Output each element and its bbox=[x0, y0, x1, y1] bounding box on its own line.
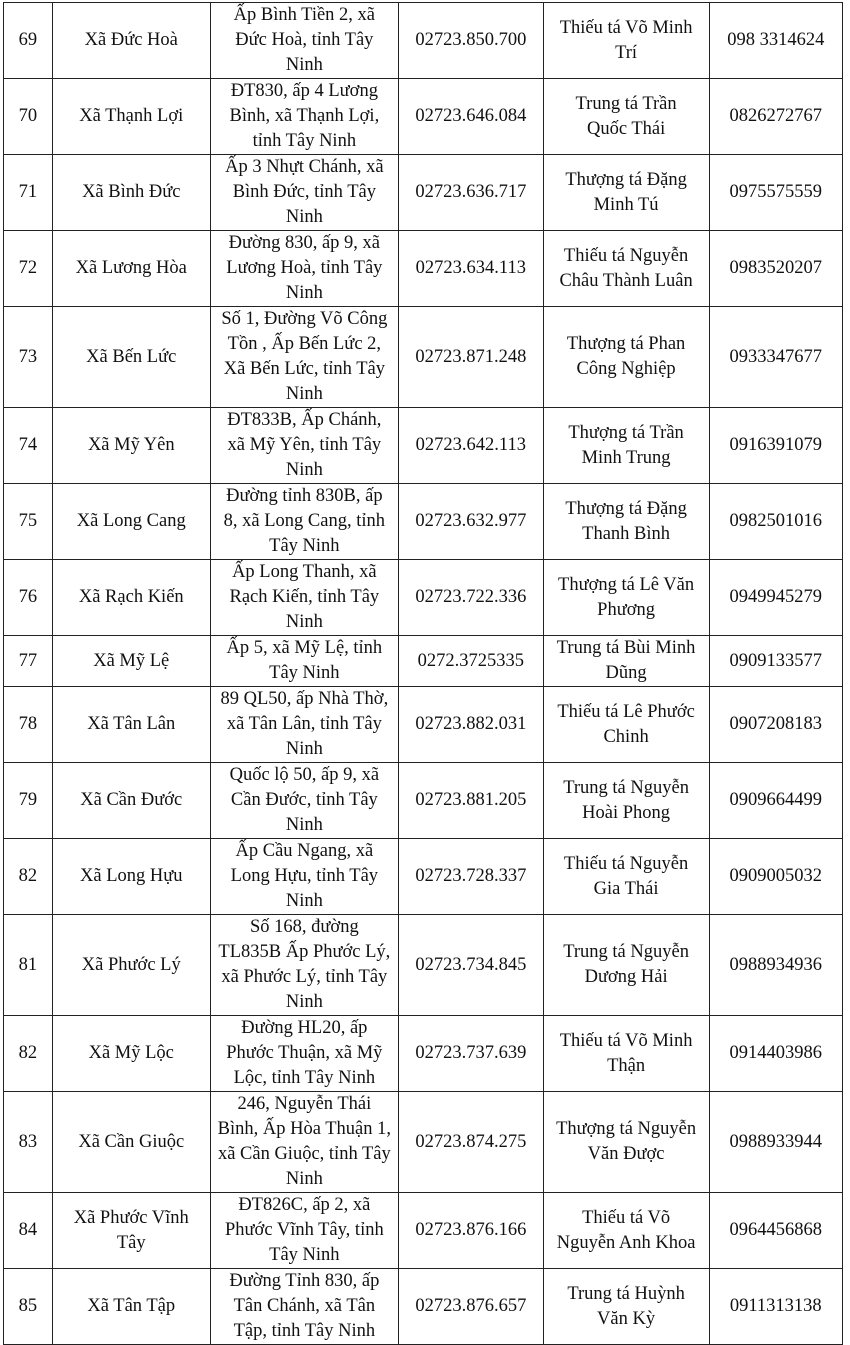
address-line: Ninh bbox=[285, 1169, 323, 1189]
commune-name-line: Xã Mỹ Lộc bbox=[88, 1043, 174, 1063]
address-line: 8, xã Long Cang, tỉnh bbox=[223, 511, 386, 531]
address-cell bbox=[210, 1269, 398, 1345]
address-line: Tây Ninh bbox=[269, 536, 340, 556]
officer-name-line: Quốc Thái bbox=[586, 118, 666, 139]
address-line: Cần Đước, tỉnh Tây bbox=[230, 790, 378, 810]
address-line: Ấp Bình Tiền 2, xã bbox=[233, 5, 376, 25]
officer-name-line: Phương bbox=[597, 599, 656, 620]
address-line: Phước Vĩnh Tây, tỉnh bbox=[224, 1220, 384, 1240]
officer-name-cell bbox=[543, 1193, 709, 1269]
row-number-cell: 69 bbox=[4, 3, 53, 79]
address-line: Đức Hoà, tỉnh Tây bbox=[235, 30, 374, 50]
officer-name-cell bbox=[543, 839, 709, 915]
mobile-phone-cell: 098 3314624 bbox=[709, 3, 842, 79]
row-number-cell: 77 bbox=[4, 636, 53, 687]
address-line: Ấp Cầu Ngang, xã bbox=[235, 841, 374, 861]
address-cell bbox=[210, 560, 398, 636]
address-line: Đường Tỉnh 830, ấp bbox=[229, 1271, 380, 1291]
officer-name-cell bbox=[543, 1016, 709, 1092]
mobile-phone-cell: 0964456868 bbox=[709, 1193, 842, 1269]
address-cell bbox=[210, 1016, 398, 1092]
officer-name-cell bbox=[543, 231, 709, 307]
landline-phone-cell: 02723.876.166 bbox=[399, 1193, 544, 1269]
table-row bbox=[4, 763, 843, 839]
landline-phone-cell: 02723.737.639 bbox=[399, 1016, 544, 1092]
officer-name-cell bbox=[543, 79, 709, 155]
address-line: Ninh bbox=[285, 891, 323, 911]
address-line: ĐT830, ấp 4 Lương bbox=[230, 81, 378, 101]
officer-name-line: Thiếu tá Nguyễn bbox=[563, 853, 689, 874]
address-cell bbox=[210, 1092, 398, 1193]
officer-name-line: Trung tá Trần bbox=[575, 93, 677, 114]
row-number-cell: 71 bbox=[4, 155, 53, 231]
mobile-phone-cell: 0909664499 bbox=[709, 763, 842, 839]
landline-phone-cell: 02723.634.113 bbox=[399, 231, 544, 307]
commune-name-line: Xã Thạnh Lợi bbox=[79, 106, 184, 126]
commune-name-line: Xã Đức Hoà bbox=[84, 30, 178, 50]
address-line: xã Tân Lân, tỉnh Tây bbox=[226, 714, 382, 734]
row-number-cell: 79 bbox=[4, 763, 53, 839]
address-line: Tây Ninh bbox=[269, 663, 340, 683]
address-line: Ninh bbox=[285, 739, 323, 759]
table-row bbox=[4, 687, 843, 763]
officer-name-line: Nguyễn Anh Khoa bbox=[556, 1232, 696, 1253]
mobile-phone-cell: 0907208183 bbox=[709, 687, 842, 763]
commune-name-line: Xã Bến Lức bbox=[86, 346, 177, 367]
table-row bbox=[4, 1016, 843, 1092]
commune-name-line: Xã Mỹ Yên bbox=[87, 435, 175, 455]
table-row bbox=[4, 231, 843, 307]
address-cell bbox=[210, 231, 398, 307]
mobile-phone-cell: 0988933944 bbox=[709, 1092, 842, 1193]
officer-name-line: Chinh bbox=[603, 726, 649, 747]
address-line: Ninh bbox=[285, 384, 323, 404]
officer-name-cell bbox=[543, 1092, 709, 1193]
commune-name-cell bbox=[52, 763, 210, 839]
address-cell bbox=[210, 79, 398, 155]
row-number-cell: 83 bbox=[4, 1092, 53, 1193]
commune-name-cell bbox=[52, 1016, 210, 1092]
table-row bbox=[4, 484, 843, 560]
row-number-cell: 70 bbox=[4, 79, 53, 155]
officer-name-line: Thiếu tá Lê Phước bbox=[557, 701, 695, 722]
officer-name-cell bbox=[543, 763, 709, 839]
address-line: Đường HL20, ấp bbox=[241, 1018, 368, 1038]
mobile-phone-cell: 0988934936 bbox=[709, 915, 842, 1016]
officer-name-line: Thượng tá Phan bbox=[566, 334, 686, 354]
table-row bbox=[4, 839, 843, 915]
officer-name-line: Thượng tá Đặng bbox=[565, 169, 687, 190]
officer-name-cell bbox=[543, 687, 709, 763]
address-line: Bình, xã Thạnh Lợi, bbox=[229, 106, 380, 126]
officer-name-line: Minh Tú bbox=[593, 194, 659, 215]
commune-name-cell bbox=[52, 484, 210, 560]
address-cell bbox=[210, 307, 398, 408]
row-number-cell: 74 bbox=[4, 408, 53, 484]
landline-phone-cell: 02723.632.977 bbox=[399, 484, 544, 560]
commune-name-line: Xã Phước Vĩnh bbox=[73, 1207, 189, 1228]
address-line: Xã Bến Lức, tỉnh Tây bbox=[223, 359, 385, 379]
commune-name-cell bbox=[52, 1092, 210, 1193]
landline-phone-cell: 02723.876.657 bbox=[399, 1269, 544, 1345]
landline-phone-cell: 02723.636.717 bbox=[399, 155, 544, 231]
commune-name-line: Xã Cần Giuộc bbox=[78, 1131, 185, 1152]
officer-name-line: Châu Thành Luân bbox=[559, 270, 693, 291]
officer-name-cell bbox=[543, 484, 709, 560]
table-body bbox=[4, 3, 843, 1345]
officer-name-cell bbox=[543, 155, 709, 231]
address-line: Số 1, Đường Võ Công bbox=[221, 309, 388, 329]
table-row bbox=[4, 636, 843, 687]
address-line: xã Mỹ Yên, tỉnh Tây bbox=[227, 435, 382, 455]
address-line: Ninh bbox=[285, 992, 323, 1012]
commune-name-cell bbox=[52, 1193, 210, 1269]
landline-phone-cell: 02723.882.031 bbox=[399, 687, 544, 763]
address-line: Quốc lộ 50, ấp 9, xã bbox=[229, 765, 380, 785]
address-line: Ninh bbox=[285, 55, 323, 75]
mobile-phone-cell: 0826272767 bbox=[709, 79, 842, 155]
mobile-phone-cell: 0975575559 bbox=[709, 155, 842, 231]
station-contact-table bbox=[3, 2, 843, 1345]
commune-name-cell bbox=[52, 636, 210, 687]
commune-name-cell bbox=[52, 307, 210, 408]
landline-phone-cell: 02723.646.084 bbox=[399, 79, 544, 155]
address-line: Đường 830, ấp 9, xã bbox=[228, 233, 381, 253]
commune-name-line: Xã Bình Đức bbox=[82, 182, 181, 202]
address-line: Lương Hoà, tỉnh Tây bbox=[226, 258, 383, 278]
officer-name-line: Trung tá Nguyễn bbox=[563, 942, 689, 962]
landline-phone-cell: 0272.3725335 bbox=[399, 636, 544, 687]
address-line: tỉnh Tây Ninh bbox=[252, 131, 357, 151]
address-cell bbox=[210, 3, 398, 79]
mobile-phone-cell: 0909133577 bbox=[709, 636, 842, 687]
address-line: Ninh bbox=[285, 207, 323, 227]
table-row bbox=[4, 408, 843, 484]
address-line: xã Cần Giuộc, tỉnh Tây bbox=[217, 1144, 391, 1164]
address-line: Ninh bbox=[285, 612, 323, 632]
officer-name-cell bbox=[543, 3, 709, 79]
mobile-phone-cell: 0933347677 bbox=[709, 307, 842, 408]
officer-name-line: Văn Được bbox=[587, 1144, 665, 1164]
landline-phone-cell: 02723.728.337 bbox=[399, 839, 544, 915]
commune-name-cell bbox=[52, 687, 210, 763]
address-line: Ninh bbox=[285, 283, 323, 303]
address-line: ĐT826C, ấp 2, xã bbox=[238, 1195, 371, 1215]
address-line: Ấp Long Thanh, xã bbox=[232, 562, 377, 582]
officer-name-cell bbox=[543, 1269, 709, 1345]
officer-name-line: Dương Hải bbox=[584, 967, 668, 987]
commune-name-line: Xã Tân Lân bbox=[87, 714, 176, 734]
address-cell bbox=[210, 636, 398, 687]
officer-name-line: Thiếu tá Võ bbox=[582, 1207, 671, 1228]
address-line: Tây Ninh bbox=[269, 1245, 340, 1265]
commune-name-cell bbox=[52, 839, 210, 915]
officer-name-cell bbox=[543, 307, 709, 408]
row-number-cell: 78 bbox=[4, 687, 53, 763]
officer-name-line: Trí bbox=[615, 42, 638, 63]
officer-name-cell bbox=[543, 408, 709, 484]
address-cell bbox=[210, 763, 398, 839]
officer-name-line: Thiếu tá Võ Minh bbox=[559, 1030, 693, 1051]
commune-name-cell bbox=[52, 79, 210, 155]
officer-name-line: Trung tá Huỳnh bbox=[567, 1283, 685, 1304]
address-line: TL835B Ấp Phước Lý, bbox=[218, 942, 391, 962]
mobile-phone-cell: 0949945279 bbox=[709, 560, 842, 636]
landline-phone-cell: 02723.734.845 bbox=[399, 915, 544, 1016]
landline-phone-cell: 02723.874.275 bbox=[399, 1092, 544, 1193]
commune-name-cell bbox=[52, 155, 210, 231]
row-number-cell: 72 bbox=[4, 231, 53, 307]
officer-name-cell bbox=[543, 636, 709, 687]
landline-phone-cell: 02723.722.336 bbox=[399, 560, 544, 636]
commune-name-cell bbox=[52, 915, 210, 1016]
mobile-phone-cell: 0982501016 bbox=[709, 484, 842, 560]
landline-phone-cell: 02723.871.248 bbox=[399, 307, 544, 408]
address-line: Ấp 5, xã Mỹ Lệ, tỉnh bbox=[226, 638, 383, 658]
row-number-cell: 84 bbox=[4, 1193, 53, 1269]
row-number-cell: 81 bbox=[4, 915, 53, 1016]
officer-name-line: Thượng tá Lê Văn bbox=[558, 574, 695, 595]
mobile-phone-cell: 0909005032 bbox=[709, 839, 842, 915]
commune-name-line: Xã Mỹ Lệ bbox=[93, 650, 170, 671]
officer-name-line: Thanh Bình bbox=[582, 523, 671, 544]
commune-name-line: Xã Lương Hòa bbox=[75, 258, 187, 278]
officer-name-line: Minh Trung bbox=[581, 447, 671, 468]
table-row bbox=[4, 155, 843, 231]
officer-name-line: Thiếu tá Võ Minh bbox=[559, 17, 693, 38]
address-line: ĐT833B, Ấp Chánh, bbox=[227, 410, 382, 430]
mobile-phone-cell: 0914403986 bbox=[709, 1016, 842, 1092]
address-line: Số 168, đường bbox=[249, 917, 359, 937]
commune-name-line: Xã Phước Lý bbox=[81, 954, 181, 975]
mobile-phone-cell: 0983520207 bbox=[709, 231, 842, 307]
address-cell bbox=[210, 484, 398, 560]
commune-name-line: Xã Long Hựu bbox=[80, 866, 183, 886]
officer-name-line: Hoài Phong bbox=[582, 802, 671, 823]
address-cell bbox=[210, 408, 398, 484]
officer-name-line: Trung tá Nguyễn bbox=[563, 777, 689, 798]
officer-name-line: Thượng tá Đặng bbox=[565, 498, 687, 519]
table-row bbox=[4, 915, 843, 1016]
address-cell bbox=[210, 839, 398, 915]
row-number-cell: 82 bbox=[4, 1016, 53, 1092]
row-number-cell: 82 bbox=[4, 839, 53, 915]
address-line: Bình Đức, tỉnh Tây bbox=[232, 182, 376, 202]
address-cell bbox=[210, 1193, 398, 1269]
officer-name-line: Công Nghiệp bbox=[576, 359, 676, 379]
landline-phone-cell: 02723.881.205 bbox=[399, 763, 544, 839]
address-line: Bình, Ấp Hòa Thuận 1, bbox=[217, 1119, 392, 1139]
address-line: Ninh bbox=[285, 815, 323, 835]
officer-name-line: Văn Kỳ bbox=[597, 1308, 656, 1329]
table-row bbox=[4, 1269, 843, 1345]
address-cell bbox=[210, 155, 398, 231]
mobile-phone-cell: 0911313138 bbox=[709, 1269, 842, 1345]
address-line: Lộc, tỉnh Tây Ninh bbox=[233, 1068, 376, 1088]
commune-name-line: Xã Tân Tập bbox=[87, 1296, 176, 1316]
commune-name-cell bbox=[52, 3, 210, 79]
address-line: Tồn , Ấp Bến Lức 2, bbox=[227, 334, 382, 354]
address-line: Long Hựu, tỉnh Tây bbox=[230, 866, 379, 886]
officer-name-line: Trung tá Bùi Minh bbox=[556, 638, 696, 658]
table-row bbox=[4, 1193, 843, 1269]
commune-name-cell bbox=[52, 408, 210, 484]
table-row bbox=[4, 560, 843, 636]
officer-name-line: Gia Thái bbox=[593, 878, 659, 899]
commune-name-line: Xã Cần Đước bbox=[80, 790, 183, 810]
officer-name-line: Thận bbox=[607, 1055, 646, 1076]
table-row bbox=[4, 79, 843, 155]
commune-name-cell bbox=[52, 1269, 210, 1345]
officer-name-line: Thượng tá Trần bbox=[568, 422, 684, 443]
table-row bbox=[4, 3, 843, 79]
officer-name-cell bbox=[543, 915, 709, 1016]
address-line: Ninh bbox=[285, 460, 323, 480]
commune-name-line: Xã Long Cang bbox=[76, 511, 186, 531]
address-line: Đường tỉnh 830B, ấp bbox=[226, 486, 383, 506]
commune-name-cell bbox=[52, 560, 210, 636]
officer-name-cell bbox=[543, 560, 709, 636]
address-line: xã Phước Lý, tỉnh Tây bbox=[221, 967, 388, 987]
landline-phone-cell: 02723.642.113 bbox=[399, 408, 544, 484]
row-number-cell: 76 bbox=[4, 560, 53, 636]
officer-name-line: Thượng tá Nguyễn bbox=[556, 1119, 697, 1139]
address-line: 89 QL50, ấp Nhà Thờ, bbox=[220, 689, 389, 709]
address-cell bbox=[210, 687, 398, 763]
row-number-cell: 85 bbox=[4, 1269, 53, 1345]
address-line: Phước Thuận, xã Mỹ bbox=[226, 1043, 383, 1063]
commune-name-line: Tây bbox=[116, 1232, 146, 1253]
table-row bbox=[4, 307, 843, 408]
landline-phone-cell: 02723.850.700 bbox=[399, 3, 544, 79]
officer-name-line: Dũng bbox=[605, 663, 647, 683]
address-line: Tân Chánh, xã Tân bbox=[233, 1296, 376, 1316]
mobile-phone-cell: 0916391079 bbox=[709, 408, 842, 484]
address-line: Rạch Kiến, tỉnh Tây bbox=[229, 587, 380, 607]
table-row bbox=[4, 1092, 843, 1193]
address-cell bbox=[210, 915, 398, 1016]
commune-name-line: Xã Rạch Kiến bbox=[78, 587, 184, 607]
row-number-cell: 75 bbox=[4, 484, 53, 560]
address-line: Tập, tỉnh Tây Ninh bbox=[233, 1321, 376, 1341]
officer-name-line: Thiếu tá Nguyễn bbox=[563, 245, 689, 266]
row-number-cell: 73 bbox=[4, 307, 53, 408]
commune-name-cell bbox=[52, 231, 210, 307]
address-line: Ấp 3 Nhựt Chánh, xã bbox=[225, 157, 384, 177]
address-line: 246, Nguyễn Thái bbox=[237, 1094, 372, 1114]
